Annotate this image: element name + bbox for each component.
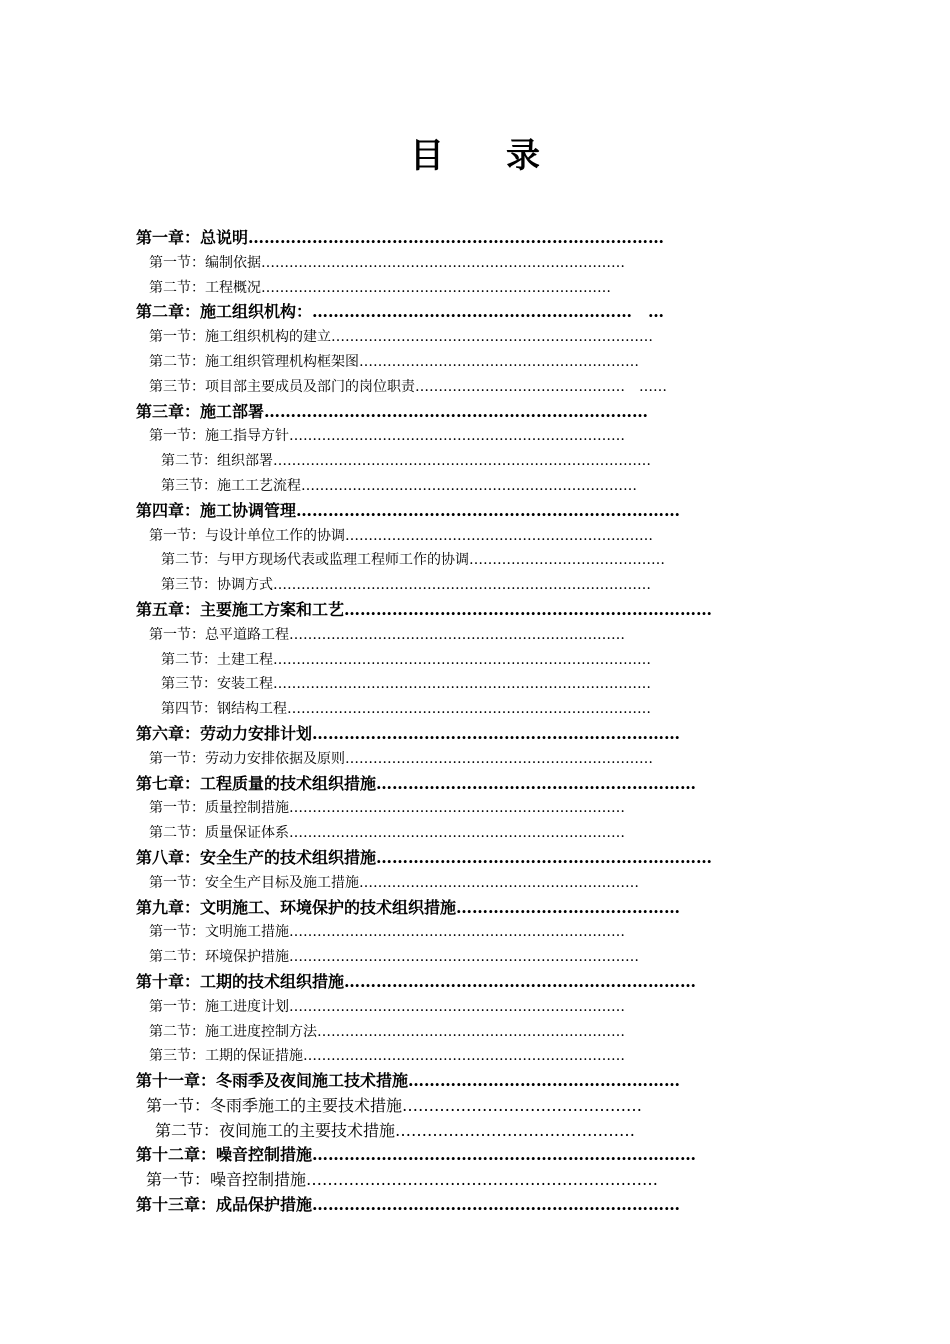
toc-leader-dots: …………………………………………… bbox=[408, 1071, 681, 1091]
toc-entry-label: 第一节：施工指导方针 bbox=[149, 428, 289, 445]
toc-section-entry[interactable] bbox=[136, 747, 786, 772]
toc-section-entry[interactable] bbox=[136, 449, 786, 474]
toc-section-entry[interactable] bbox=[136, 697, 786, 722]
toc-chapter-entry[interactable] bbox=[136, 846, 786, 871]
toc-chapter-entry[interactable] bbox=[136, 1193, 786, 1218]
toc-chapter-entry[interactable] bbox=[136, 400, 786, 425]
toc-leader-dots: ……………………………………………………………… bbox=[289, 428, 625, 445]
toc-entry-label: 第一节：冬雨季施工的主要技术措施 bbox=[146, 1095, 403, 1115]
toc-section-entry[interactable] bbox=[136, 995, 786, 1020]
toc-leader-dots: ……………………………………… bbox=[402, 1095, 643, 1115]
toc-leader-dots: ……………………………………………………………… bbox=[312, 1145, 697, 1165]
toc-section-entry[interactable] bbox=[136, 1044, 786, 1069]
toc-section-entry[interactable] bbox=[136, 672, 786, 697]
toc-entry-label: 第二节：环境保护措施 bbox=[149, 949, 289, 966]
toc-entry-label: 第二节：质量保证体系 bbox=[149, 825, 289, 842]
toc-entry-label: 第三节：协调方式 bbox=[161, 577, 273, 594]
toc-leader-dots: ……………………………………………………………… bbox=[264, 401, 649, 421]
toc-entry-label: 第五章：主要施工方案和工艺 bbox=[136, 599, 345, 619]
toc-entry-label: 第一节：编制依据 bbox=[149, 254, 261, 271]
title-char-1: 目 bbox=[410, 136, 444, 176]
toc-section-entry[interactable] bbox=[136, 350, 786, 375]
toc-section-entry[interactable] bbox=[136, 276, 786, 301]
toc-entry-label: 第二章：施工组织机构： bbox=[136, 302, 313, 322]
toc-leader-dots: ………………………………………………………… bbox=[345, 750, 653, 767]
toc-entry-label: 第十三章：成品保护措施 bbox=[136, 1195, 313, 1215]
toc-leader-dots: …………………………………………………… bbox=[359, 353, 639, 370]
toc-entry-label: 第一节：与设计单位工作的协调 bbox=[149, 527, 345, 544]
toc-leader-dots: ………………………………………………………… bbox=[306, 1170, 659, 1190]
toc-leader-dots: …………………………………………………………… bbox=[312, 723, 681, 743]
toc-entry-label: 第四章：施工协调管理 bbox=[136, 500, 297, 520]
toc-entry-label: 第三节：项目部主要成员及部门的岗位职责 bbox=[149, 378, 415, 395]
toc-leader-dots: …………………………………………………… bbox=[376, 773, 697, 793]
toc-leader-dots: ……………………………………………………………………… bbox=[273, 453, 651, 470]
toc-section-entry[interactable] bbox=[136, 548, 786, 573]
title-char-2: 录 bbox=[506, 136, 540, 176]
toc-chapter-entry[interactable] bbox=[136, 300, 786, 325]
toc-entry-label: 第十一章：冬雨季及夜间施工技术措施 bbox=[136, 1071, 409, 1091]
toc-section-entry[interactable] bbox=[136, 251, 786, 276]
toc-chapter-entry[interactable] bbox=[136, 722, 786, 747]
toc-leader-dots: …………………………………………………………… bbox=[331, 329, 653, 346]
toc-entry-label: 第一章：总说明 bbox=[136, 228, 249, 247]
toc-entry-label: 第一节：劳动力安排依据及原则 bbox=[149, 750, 345, 767]
toc-leader-dots: ………………………………………………………… bbox=[317, 1023, 625, 1040]
toc-leader-dots: …………………………………………………… … bbox=[312, 302, 665, 322]
toc-chapter-entry[interactable] bbox=[136, 970, 786, 995]
toc-leader-dots: ……………………………………………………………………… bbox=[273, 577, 651, 594]
toc-entry-label: 第三章：施工部署 bbox=[136, 401, 265, 421]
toc-section-entry[interactable] bbox=[136, 648, 786, 673]
toc-leader-dots: ………………………………………………………… bbox=[345, 527, 653, 544]
toc-entry-label: 第四节：钢结构工程 bbox=[161, 701, 287, 718]
toc-chapter-entry[interactable] bbox=[136, 1069, 786, 1094]
toc-chapter-entry[interactable] bbox=[136, 499, 786, 524]
toc-entry-label: 第二节：组织部署 bbox=[161, 453, 273, 470]
toc-section-entry[interactable] bbox=[136, 474, 786, 499]
toc-section-entry[interactable] bbox=[136, 375, 786, 400]
toc-section-entry[interactable] bbox=[136, 920, 786, 945]
toc-leader-dots: …………………………………………………………………… bbox=[261, 254, 625, 271]
toc-leader-dots: ……………………………………………………………… bbox=[289, 626, 625, 643]
toc-leader-dots: ……………………………………………………………………… bbox=[273, 651, 651, 668]
toc-entry-label: 第二节：夜间施工的主要技术措施 bbox=[155, 1120, 396, 1140]
toc-leader-dots: …………………………………………………………… bbox=[303, 1048, 625, 1065]
toc-section-entry[interactable] bbox=[136, 1168, 786, 1193]
toc-section-entry[interactable] bbox=[136, 424, 786, 449]
toc-leader-dots: ……………………………………………………………… bbox=[289, 924, 625, 941]
toc-section-entry[interactable] bbox=[136, 1119, 786, 1144]
toc-entry-label: 第一节：总平道路工程 bbox=[149, 626, 289, 643]
toc-leader-dots: ……………………………………………………………… bbox=[301, 477, 637, 494]
toc-leader-dots: ……………………………………………………………………… bbox=[273, 676, 651, 693]
toc-leader-dots: ……………………………………… …… bbox=[415, 378, 667, 395]
toc-entry-label: 第三节：施工工艺流程 bbox=[161, 477, 301, 494]
toc-entry-label: 第十二章：噪音控制措施 bbox=[136, 1145, 313, 1165]
toc-leader-dots: ……………………………………… bbox=[395, 1120, 636, 1140]
toc-entry-label: 第九章：文明施工、环境保护的技术组织措施 bbox=[136, 897, 457, 917]
toc-leader-dots: …………………………………………………… bbox=[359, 874, 639, 891]
toc-entry-label: 第一节：施工进度计划 bbox=[149, 998, 289, 1015]
toc-leader-dots: …………………………………… bbox=[469, 552, 665, 569]
toc-entry-label: 第一节：质量控制措施 bbox=[149, 800, 289, 817]
toc-chapter-entry[interactable] bbox=[136, 896, 786, 921]
toc-entry-label: 第二节：施工组织管理机构框架图 bbox=[149, 353, 359, 370]
toc-entry-label: 第八章：安全生产的技术组织措施 bbox=[136, 847, 377, 867]
toc-section-entry[interactable] bbox=[136, 573, 786, 598]
toc-section-entry[interactable] bbox=[136, 796, 786, 821]
toc-entry-label: 第六章：劳动力安排计划 bbox=[136, 723, 313, 743]
toc-entry-label: 第三节：安装工程 bbox=[161, 676, 273, 693]
toc-section-entry[interactable] bbox=[136, 1020, 786, 1045]
toc-entry-label: 第二节：施工进度控制方法 bbox=[149, 1023, 317, 1040]
toc-section-entry[interactable] bbox=[136, 1094, 786, 1119]
toc-leader-dots: ……………………………………………………… bbox=[376, 847, 713, 867]
toc-chapter-entry[interactable] bbox=[136, 598, 786, 623]
toc-entry-label: 第二节：土建工程 bbox=[161, 651, 273, 668]
toc-leader-dots: ……………………………………………………………… bbox=[289, 825, 625, 842]
toc-leader-dots: ………………………………………………………………… bbox=[261, 279, 611, 296]
toc-section-entry[interactable] bbox=[136, 325, 786, 350]
toc-entry-label: 第七章：工程质量的技术组织措施 bbox=[136, 773, 377, 793]
toc-section-entry[interactable] bbox=[136, 871, 786, 896]
toc-title bbox=[0, 128, 950, 177]
toc-leader-dots: …………………………………………………………… bbox=[344, 599, 713, 619]
toc-leader-dots: ………………………………………………………… bbox=[344, 971, 697, 991]
toc-section-entry[interactable] bbox=[136, 821, 786, 846]
table-of-contents bbox=[136, 226, 786, 1218]
toc-leader-dots: ……………………………………………………………… bbox=[289, 998, 625, 1015]
toc-leader-dots: …………………………………… bbox=[456, 897, 681, 917]
toc-leader-dots: …………………………………………………………………… bbox=[248, 228, 665, 247]
toc-leader-dots: …………………………………………………………… bbox=[312, 1195, 681, 1215]
toc-chapter-entry[interactable] bbox=[136, 772, 786, 797]
toc-entry-label: 第一节：安全生产目标及施工措施 bbox=[149, 874, 359, 891]
toc-entry-label: 第二节：与甲方现场代表或监理工程师工作的协调 bbox=[161, 552, 469, 569]
toc-section-entry[interactable] bbox=[136, 945, 786, 970]
toc-entry-label: 第三节：工期的保证措施 bbox=[149, 1048, 303, 1065]
toc-chapter-entry[interactable] bbox=[136, 1143, 786, 1168]
toc-entry-label: 第一节：文明施工措施 bbox=[149, 924, 289, 941]
toc-leader-dots: ……………………………………………………………… bbox=[289, 800, 625, 817]
toc-entry-label: 第十章：工期的技术组织措施 bbox=[136, 971, 345, 991]
toc-entry-label: 第一节：噪音控制措施 bbox=[146, 1170, 307, 1190]
toc-leader-dots: …………………………………………………………………… bbox=[287, 701, 651, 718]
toc-chapter-entry[interactable] bbox=[136, 226, 786, 251]
toc-section-entry[interactable] bbox=[136, 524, 786, 549]
toc-leader-dots: ……………………………………………………………… bbox=[296, 500, 681, 520]
toc-entry-label: 第二节：工程概况 bbox=[149, 279, 261, 296]
toc-leader-dots: ………………………………………………………………… bbox=[289, 949, 639, 966]
toc-entry-label: 第一节：施工组织机构的建立 bbox=[149, 329, 331, 346]
toc-section-entry[interactable] bbox=[136, 623, 786, 648]
